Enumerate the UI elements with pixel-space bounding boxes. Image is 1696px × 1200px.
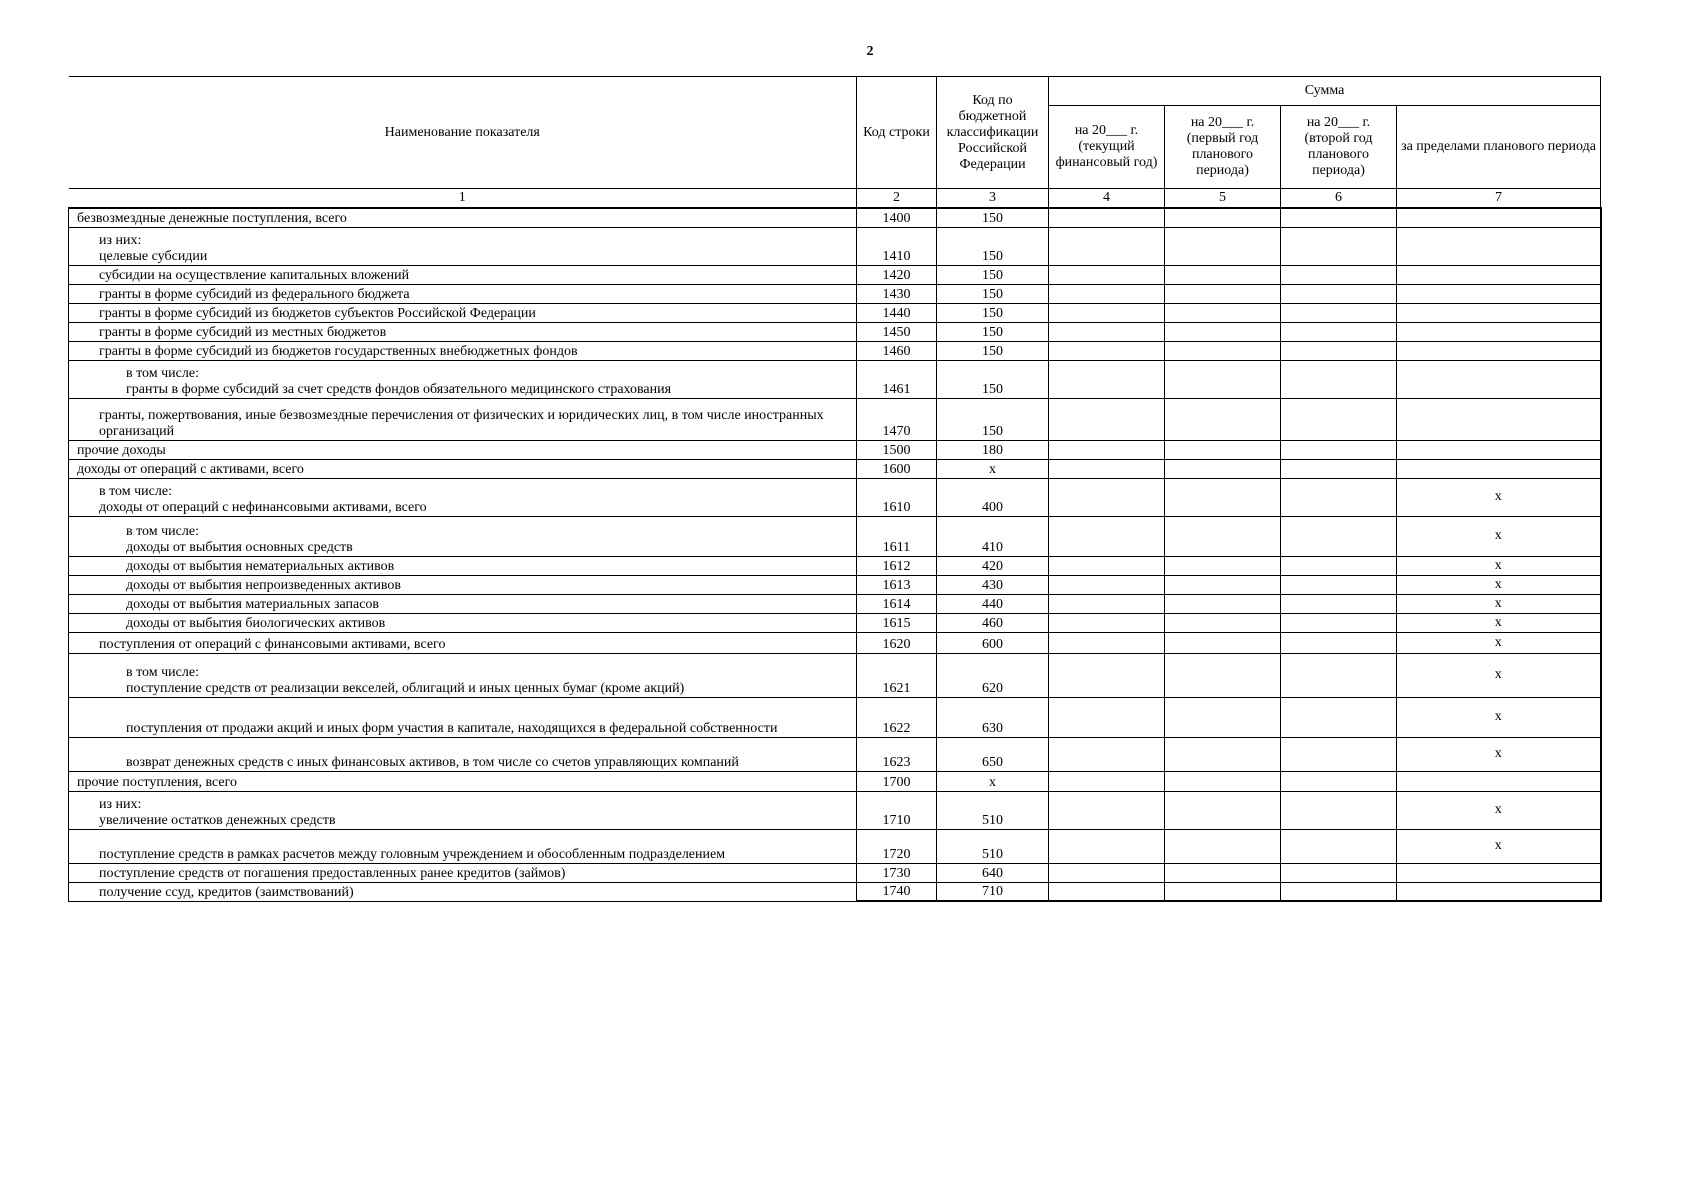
amount-beyond-period[interactable] <box>1397 440 1601 459</box>
row-budget-code: 430 <box>937 575 1049 594</box>
amount-first-plan-year[interactable] <box>1165 863 1281 882</box>
row-name: доходы от выбытия непроизведенных активов <box>126 577 401 593</box>
row-budget-code: 600 <box>937 632 1049 653</box>
row-line-code: 1461 <box>857 360 937 398</box>
amount-beyond-period[interactable]: x <box>1397 791 1601 829</box>
amount-current-year[interactable] <box>1049 440 1165 459</box>
amount-first-plan-year[interactable] <box>1165 341 1281 360</box>
row-budget-code: 150 <box>937 398 1049 440</box>
row-name: доходы от выбытия материальных запасов <box>126 596 380 612</box>
amount-current-year[interactable] <box>1049 863 1165 882</box>
amount-first-plan-year[interactable] <box>1165 829 1281 863</box>
col-number: 1 <box>69 189 857 209</box>
amount-current-year[interactable] <box>1049 653 1165 697</box>
amount-current-year[interactable] <box>1049 322 1165 341</box>
amount-first-plan-year[interactable] <box>1165 882 1281 901</box>
header-beyond: за пределами планового периода <box>1397 106 1601 189</box>
amount-current-year[interactable] <box>1049 882 1165 901</box>
table-row <box>69 575 1601 594</box>
row-line-code: 1611 <box>857 516 937 556</box>
table-row <box>69 478 1601 516</box>
table-row <box>69 322 1601 341</box>
row-intro: из них: <box>99 232 142 248</box>
row-budget-code: 640 <box>937 863 1049 882</box>
amount-first-plan-year[interactable] <box>1165 737 1281 771</box>
amount-second-plan-year[interactable] <box>1281 791 1397 829</box>
amount-current-year[interactable] <box>1049 556 1165 575</box>
row-name: возврат денежных средств с иных финансовых активов, в том числе со счетов управляющих компаний <box>126 754 739 770</box>
amount-second-plan-year[interactable] <box>1281 863 1397 882</box>
amount-second-plan-year[interactable] <box>1281 516 1397 556</box>
table-row <box>69 459 1601 478</box>
row-line-code: 1740 <box>857 882 937 901</box>
table-row <box>69 791 1601 829</box>
row-name-cell <box>69 360 857 398</box>
row-line-code: 1460 <box>857 341 937 360</box>
row-budget-code: 150 <box>937 265 1049 284</box>
table-row <box>69 556 1601 575</box>
amount-first-plan-year[interactable] <box>1165 360 1281 398</box>
table-row <box>69 265 1601 284</box>
amount-first-plan-year[interactable] <box>1165 459 1281 478</box>
row-name-cell <box>69 613 857 632</box>
amount-beyond-period[interactable] <box>1397 284 1601 303</box>
amount-second-plan-year[interactable] <box>1281 208 1397 227</box>
amount-beyond-period[interactable]: x <box>1397 632 1601 653</box>
row-name: гранты, пожертвования, иные безвозмездные перечисления от физических и юридических лиц, в том числе иностранных организаций <box>99 407 824 439</box>
row-name-cell <box>69 594 857 613</box>
row-intro: в том числе: <box>126 664 199 680</box>
header-year-second: на 20___ г. (второй год планового периода) <box>1281 106 1397 189</box>
row-name-cell <box>69 697 857 737</box>
row-line-code: 1600 <box>857 459 937 478</box>
amount-beyond-period[interactable]: x <box>1397 653 1601 697</box>
table-row <box>69 829 1601 863</box>
amount-first-plan-year[interactable] <box>1165 771 1281 791</box>
table-row <box>69 440 1601 459</box>
row-name-cell <box>69 341 857 360</box>
row-budget-code: 710 <box>937 882 1049 901</box>
row-name-cell <box>69 398 857 440</box>
amount-first-plan-year[interactable] <box>1165 227 1281 265</box>
amount-current-year[interactable] <box>1049 303 1165 322</box>
row-name-cell <box>69 632 857 653</box>
table-row <box>69 771 1601 791</box>
amount-beyond-period[interactable]: x <box>1397 829 1601 863</box>
row-budget-code: 150 <box>937 341 1049 360</box>
row-name: гранты в форме субсидий за счет средств фондов обязательного медицинского страхования <box>126 381 672 397</box>
amount-current-year[interactable] <box>1049 478 1165 516</box>
row-line-code: 1730 <box>857 863 937 882</box>
amount-first-plan-year[interactable] <box>1165 478 1281 516</box>
row-budget-code: 150 <box>937 303 1049 322</box>
amount-second-plan-year[interactable] <box>1281 459 1397 478</box>
amount-beyond-period[interactable] <box>1397 771 1601 791</box>
header-line-code: Код строки <box>857 77 937 189</box>
row-name-cell <box>69 829 857 863</box>
amount-second-plan-year[interactable] <box>1281 360 1397 398</box>
amount-current-year[interactable] <box>1049 341 1165 360</box>
amount-beyond-period[interactable] <box>1397 341 1601 360</box>
amount-current-year[interactable] <box>1049 360 1165 398</box>
amount-first-plan-year[interactable] <box>1165 265 1281 284</box>
amount-current-year[interactable] <box>1049 516 1165 556</box>
header-sum: Сумма <box>1049 77 1601 106</box>
row-line-code: 1710 <box>857 791 937 829</box>
amount-beyond-period[interactable] <box>1397 322 1601 341</box>
row-line-code: 1720 <box>857 829 937 863</box>
amount-beyond-period[interactable]: x <box>1397 613 1601 632</box>
header-year-first: на 20___ г. (первый год планового периода) <box>1165 106 1281 189</box>
income-table <box>68 76 1602 902</box>
row-name: поступление средств от погашения предоставленных ранее кредитов (займов) <box>99 865 566 881</box>
table-row <box>69 398 1601 440</box>
amount-first-plan-year[interactable] <box>1165 613 1281 632</box>
amount-first-plan-year[interactable] <box>1165 653 1281 697</box>
row-budget-code: 150 <box>937 360 1049 398</box>
amount-second-plan-year[interactable] <box>1281 322 1397 341</box>
table-row <box>69 360 1601 398</box>
row-budget-code: 620 <box>937 653 1049 697</box>
amount-beyond-period[interactable]: x <box>1397 575 1601 594</box>
row-line-code: 1620 <box>857 632 937 653</box>
table-row <box>69 863 1601 882</box>
row-name-cell <box>69 516 857 556</box>
row-line-code: 1613 <box>857 575 937 594</box>
row-name: доходы от выбытия биологических активов <box>126 615 386 631</box>
row-name-cell <box>69 882 857 901</box>
amount-second-plan-year[interactable] <box>1281 575 1397 594</box>
amount-first-plan-year[interactable] <box>1165 556 1281 575</box>
row-name: субсидии на осуществление капитальных вложений <box>99 267 410 283</box>
row-line-code: 1614 <box>857 594 937 613</box>
col-number: 5 <box>1165 189 1281 209</box>
table-row <box>69 341 1601 360</box>
row-line-code: 1470 <box>857 398 937 440</box>
amount-first-plan-year[interactable] <box>1165 303 1281 322</box>
row-name: гранты в форме субсидий из бюджетов государственных внебюджетных фондов <box>99 343 578 359</box>
row-name-cell <box>69 478 857 516</box>
row-name-cell <box>69 265 857 284</box>
amount-beyond-period[interactable] <box>1397 303 1601 322</box>
row-line-code: 1410 <box>857 227 937 265</box>
row-budget-code: 510 <box>937 791 1049 829</box>
row-name: безвозмездные денежные поступления, всего <box>77 210 347 226</box>
row-budget-code: 150 <box>937 208 1049 227</box>
row-name: доходы от операций с нефинансовыми активами, всего <box>99 499 427 515</box>
amount-beyond-period[interactable] <box>1397 863 1601 882</box>
col-number: 6 <box>1281 189 1397 209</box>
row-line-code: 1612 <box>857 556 937 575</box>
row-name: поступление средств от реализации векселей, облигаций и иных ценных бумаг (кроме акций) <box>126 680 685 696</box>
amount-current-year[interactable] <box>1049 265 1165 284</box>
row-line-code: 1623 <box>857 737 937 771</box>
row-intro: в том числе: <box>99 483 172 499</box>
row-name-cell <box>69 208 857 227</box>
page-number: 2 <box>866 44 874 59</box>
row-name-cell <box>69 303 857 322</box>
header-year-current: на 20___ г. (текущий финансовый год) <box>1049 106 1165 189</box>
table-row <box>69 284 1601 303</box>
row-line-code: 1621 <box>857 653 937 697</box>
amount-beyond-period[interactable]: x <box>1397 556 1601 575</box>
amount-second-plan-year[interactable] <box>1281 771 1397 791</box>
amount-second-plan-year[interactable] <box>1281 440 1397 459</box>
amount-current-year[interactable] <box>1049 791 1165 829</box>
row-name: поступление средств в рамках расчетов между головным учреждением и обособленным подразделением <box>99 846 726 862</box>
amount-current-year[interactable] <box>1049 208 1165 227</box>
row-name-cell <box>69 791 857 829</box>
row-budget-code: 150 <box>937 227 1049 265</box>
row-name: поступления от продажи акций и иных форм участия в капитале, находящихся в федеральной собственности <box>126 720 778 736</box>
amount-current-year[interactable] <box>1049 398 1165 440</box>
row-line-code: 1420 <box>857 265 937 284</box>
table-row <box>69 632 1601 653</box>
row-budget-code: x <box>937 459 1049 478</box>
amount-beyond-period[interactable] <box>1397 265 1601 284</box>
row-name: гранты в форме субсидий из федерального бюджета <box>99 286 410 302</box>
amount-first-plan-year[interactable] <box>1165 575 1281 594</box>
amount-beyond-period[interactable]: x <box>1397 516 1601 556</box>
amount-first-plan-year[interactable] <box>1165 322 1281 341</box>
amount-second-plan-year[interactable] <box>1281 478 1397 516</box>
row-name-cell <box>69 653 857 697</box>
table-row <box>69 594 1601 613</box>
amount-current-year[interactable] <box>1049 697 1165 737</box>
amount-first-plan-year[interactable] <box>1165 632 1281 653</box>
row-name: доходы от операций с активами, всего <box>77 461 304 477</box>
amount-second-plan-year[interactable] <box>1281 829 1397 863</box>
table-row <box>69 697 1601 737</box>
row-name: прочие поступления, всего <box>77 774 238 790</box>
table-row <box>69 227 1601 265</box>
row-name: увеличение остатков денежных средств <box>99 812 336 828</box>
amount-current-year[interactable] <box>1049 575 1165 594</box>
row-budget-code: 460 <box>937 613 1049 632</box>
row-intro: в том числе: <box>126 523 199 539</box>
row-name-cell <box>69 284 857 303</box>
row-line-code: 1610 <box>857 478 937 516</box>
amount-beyond-period[interactable] <box>1397 882 1601 901</box>
row-name: гранты в форме субсидий из местных бюджетов <box>99 324 387 340</box>
row-name-cell <box>69 771 857 791</box>
amount-second-plan-year[interactable] <box>1281 303 1397 322</box>
row-name: доходы от выбытия нематериальных активов <box>126 558 395 574</box>
row-name-cell <box>69 459 857 478</box>
col-number: 3 <box>937 189 1049 209</box>
row-line-code: 1622 <box>857 697 937 737</box>
amount-beyond-period[interactable]: x <box>1397 478 1601 516</box>
row-line-code: 1430 <box>857 284 937 303</box>
amount-first-plan-year[interactable] <box>1165 791 1281 829</box>
row-line-code: 1440 <box>857 303 937 322</box>
header-name: Наименование показателя <box>69 77 857 189</box>
row-name-cell <box>69 227 857 265</box>
col-number: 4 <box>1049 189 1165 209</box>
amount-second-plan-year[interactable] <box>1281 697 1397 737</box>
amount-second-plan-year[interactable] <box>1281 341 1397 360</box>
row-name: гранты в форме субсидий из бюджетов субъектов Российской Федерации <box>99 305 536 321</box>
amount-second-plan-year[interactable] <box>1281 737 1397 771</box>
amount-second-plan-year[interactable] <box>1281 594 1397 613</box>
row-budget-code: 150 <box>937 284 1049 303</box>
row-line-code: 1700 <box>857 771 937 791</box>
amount-current-year[interactable] <box>1049 594 1165 613</box>
row-line-code: 1615 <box>857 613 937 632</box>
row-budget-code: 650 <box>937 737 1049 771</box>
row-intro: из них: <box>99 796 142 812</box>
amount-current-year[interactable] <box>1049 632 1165 653</box>
amount-current-year[interactable] <box>1049 459 1165 478</box>
row-name-cell <box>69 863 857 882</box>
amount-first-plan-year[interactable] <box>1165 594 1281 613</box>
amount-second-plan-year[interactable] <box>1281 613 1397 632</box>
amount-current-year[interactable] <box>1049 227 1165 265</box>
amount-beyond-period[interactable] <box>1397 227 1601 265</box>
row-name-cell <box>69 440 857 459</box>
amount-second-plan-year[interactable] <box>1281 227 1397 265</box>
amount-second-plan-year[interactable] <box>1281 653 1397 697</box>
amount-second-plan-year[interactable] <box>1281 632 1397 653</box>
row-name-cell <box>69 556 857 575</box>
col-number: 2 <box>857 189 937 209</box>
amount-beyond-period[interactable]: x <box>1397 697 1601 737</box>
row-name-cell <box>69 575 857 594</box>
row-name: целевые субсидии <box>99 248 208 264</box>
row-line-code: 1500 <box>857 440 937 459</box>
amount-first-plan-year[interactable] <box>1165 208 1281 227</box>
row-line-code: 1400 <box>857 208 937 227</box>
row-budget-code: 410 <box>937 516 1049 556</box>
row-budget-code: 420 <box>937 556 1049 575</box>
table-row <box>69 613 1601 632</box>
table-row <box>69 653 1601 697</box>
row-name: прочие доходы <box>77 442 166 458</box>
amount-current-year[interactable] <box>1049 829 1165 863</box>
row-intro: в том числе: <box>126 365 199 381</box>
row-line-code: 1450 <box>857 322 937 341</box>
row-budget-code: 150 <box>937 322 1049 341</box>
row-budget-code: 630 <box>937 697 1049 737</box>
amount-first-plan-year[interactable] <box>1165 516 1281 556</box>
amount-first-plan-year[interactable] <box>1165 440 1281 459</box>
amount-current-year[interactable] <box>1049 737 1165 771</box>
amount-second-plan-year[interactable] <box>1281 265 1397 284</box>
amount-beyond-period[interactable] <box>1397 208 1601 227</box>
amount-current-year[interactable] <box>1049 771 1165 791</box>
header-budget-code: Код по бюджетной классификации Российской Федерации <box>937 77 1049 189</box>
amount-first-plan-year[interactable] <box>1165 697 1281 737</box>
amount-current-year[interactable] <box>1049 613 1165 632</box>
row-budget-code: 510 <box>937 829 1049 863</box>
amount-second-plan-year[interactable] <box>1281 556 1397 575</box>
amount-beyond-period[interactable] <box>1397 360 1601 398</box>
table-row <box>69 882 1601 901</box>
col-number: 7 <box>1397 189 1601 209</box>
amount-second-plan-year[interactable] <box>1281 882 1397 901</box>
row-budget-code: 400 <box>937 478 1049 516</box>
table-row <box>69 208 1601 227</box>
amount-second-plan-year[interactable] <box>1281 284 1397 303</box>
amount-beyond-period[interactable]: x <box>1397 737 1601 771</box>
amount-beyond-period[interactable]: x <box>1397 594 1601 613</box>
row-name: доходы от выбытия основных средств <box>126 539 353 555</box>
row-name-cell <box>69 737 857 771</box>
amount-first-plan-year[interactable] <box>1165 284 1281 303</box>
row-budget-code: 180 <box>937 440 1049 459</box>
table-row <box>69 516 1601 556</box>
row-name-cell <box>69 322 857 341</box>
amount-current-year[interactable] <box>1049 284 1165 303</box>
row-budget-code: 440 <box>937 594 1049 613</box>
row-budget-code: x <box>937 771 1049 791</box>
table-row <box>69 737 1601 771</box>
row-name: получение ссуд, кредитов (заимствований) <box>99 884 354 900</box>
row-name: поступления от операций с финансовыми активами, всего <box>99 636 446 652</box>
amount-second-plan-year[interactable] <box>1281 398 1397 440</box>
table-row <box>69 303 1601 322</box>
amount-beyond-period[interactable] <box>1397 398 1601 440</box>
amount-first-plan-year[interactable] <box>1165 398 1281 440</box>
amount-beyond-period[interactable] <box>1397 459 1601 478</box>
